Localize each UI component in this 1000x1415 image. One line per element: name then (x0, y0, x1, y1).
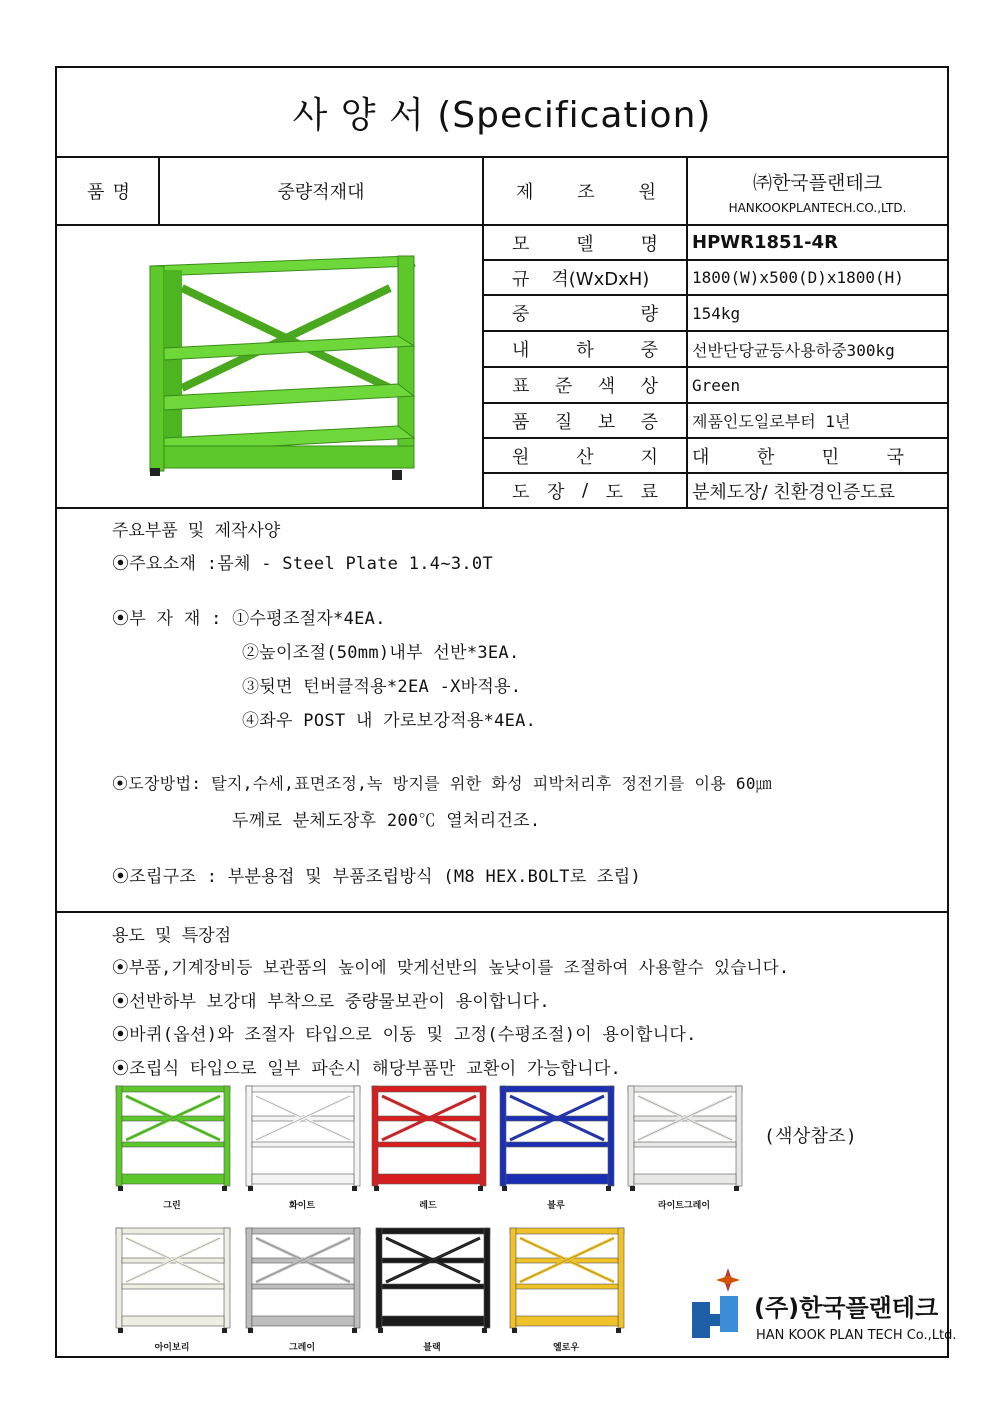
swatch-shelf-9 (506, 1226, 628, 1338)
divider (57, 911, 947, 913)
spec-value-color: Green (692, 375, 741, 395)
spec-value-weight: 154kg (692, 303, 741, 323)
parts-heading: 주요부품 및 제작사양 (112, 521, 281, 541)
manufacturer-label: 제 조 원 (516, 182, 656, 203)
parts-line: ④좌우 POST 내 가로보강적용*4EA. (242, 711, 537, 731)
parts-line: ⦿조립구조 : 부분용접 및 부품조립방식 (M8 HEX.BOLT로 조립) (112, 867, 641, 887)
spec-label-size: 규 격(WxDxH) (512, 268, 650, 290)
parts-line: ⦿부 자 재 : ①수평조절자*4EA. (112, 609, 386, 629)
spec-value-warranty: 제품인도일로부터 1년 (692, 412, 851, 431)
spec-value-paint: 분체도장/ 친환경인증도료 (692, 481, 896, 503)
spec-value-origin: 대 한 민 국 (692, 446, 904, 468)
swatch-label: 화이트 (288, 1201, 316, 1211)
spec-label-color: 표 준 색 상 (512, 376, 658, 397)
swatch-label: 블루 (547, 1201, 565, 1211)
spec-value-model: HPWR1851-4R (692, 232, 838, 253)
product-name-value: 중량적재대 (277, 182, 365, 203)
spec-label-origin: 원 산 지 (512, 446, 658, 468)
color-reference-note: (색상참조) (764, 1126, 858, 1147)
spec-value-size: 1800(W)x500(D)x1800(H) (692, 268, 904, 287)
swatch-shelf-5 (624, 1084, 746, 1196)
shelf-illustration (150, 256, 415, 480)
spec-label-paint: 도 장 / 도 료 (512, 480, 658, 503)
swatch-shelf-6 (112, 1226, 234, 1338)
product-name-label: 품 명 (87, 182, 130, 203)
swatch-shelf-4 (496, 1084, 618, 1196)
spec-label-warranty: 품 질 보 증 (512, 411, 658, 433)
swatch-shelf-1 (112, 1084, 234, 1196)
logo-name: (주)한국플랜테크 (754, 1294, 939, 1322)
manufacturer-name: ㈜한국플랜테크 (752, 171, 883, 194)
logo-en: HAN KOOK PLAN TECH Co.,Ltd. (756, 1328, 957, 1343)
usage-line: ⦿선반하부 보강대 부착으로 중량물보관이 용이합니다. (112, 992, 550, 1012)
manufacturer-value (688, 158, 947, 224)
swatch-label: 그린 (163, 1201, 181, 1211)
spec-label-weight: 중 량 (512, 304, 658, 325)
spec-label-load: 내 하 중 (512, 340, 658, 361)
company-logo-icon (688, 1266, 748, 1346)
swatch-shelf-7 (242, 1226, 364, 1338)
divider (57, 507, 947, 509)
parts-line: ⦿주요소재 :몸체 - Steel Plate 1.4~3.0T (112, 554, 494, 574)
swatch-label: 옐로우 (552, 1343, 580, 1353)
usage-line: ⦿바퀴(옵션)와 조절자 타입으로 이동 및 고정(수평조절)이 용이합니다. (112, 1025, 697, 1045)
swatch-shelf-3 (368, 1084, 490, 1196)
swatch-label: 라이트그레이 (657, 1201, 711, 1211)
usage-line: ⦿조립식 타입으로 일부 파손시 해당부품만 교환이 가능합니다. (112, 1059, 622, 1079)
usage-heading: 용도 및 특장점 (112, 926, 232, 946)
swatch-label: 레드 (419, 1201, 437, 1211)
parts-line: ③뒷면 턴버클적용*2EA -X바적용. (242, 677, 522, 697)
spec-value-load: 선반단당균등사용하중300kg (692, 340, 895, 360)
swatch-shelf-2 (242, 1084, 364, 1196)
swatch-label: 아이보리 (154, 1343, 190, 1353)
manufacturer-en: HANKOOKPLANTECH.CO.,LTD. (728, 200, 907, 215)
product-image (130, 248, 430, 493)
parts-line: ②높이조절(50mm)내부 선반*3EA. (242, 643, 520, 663)
spec-label-model: 모 델 명 (512, 233, 658, 255)
parts-line: ⦿도장방법: 탈지,수세,표면조정,녹 방지를 위한 화성 피박처리후 정전기를 이용 60㎛ (112, 774, 773, 793)
parts-line: 두께로 분체도장후 200℃ 열처리건조. (232, 811, 541, 831)
swatch-label: 블랙 (423, 1343, 441, 1353)
swatch-label: 그레이 (288, 1343, 316, 1353)
page-title: 사 양 서 (Specification) (292, 94, 712, 136)
swatch-shelf-8 (372, 1226, 494, 1338)
usage-line: ⦿부품,기계장비등 보관품의 높이에 맞게선반의 높낮이를 조절하여 사용할수 있습니다. (112, 958, 790, 977)
